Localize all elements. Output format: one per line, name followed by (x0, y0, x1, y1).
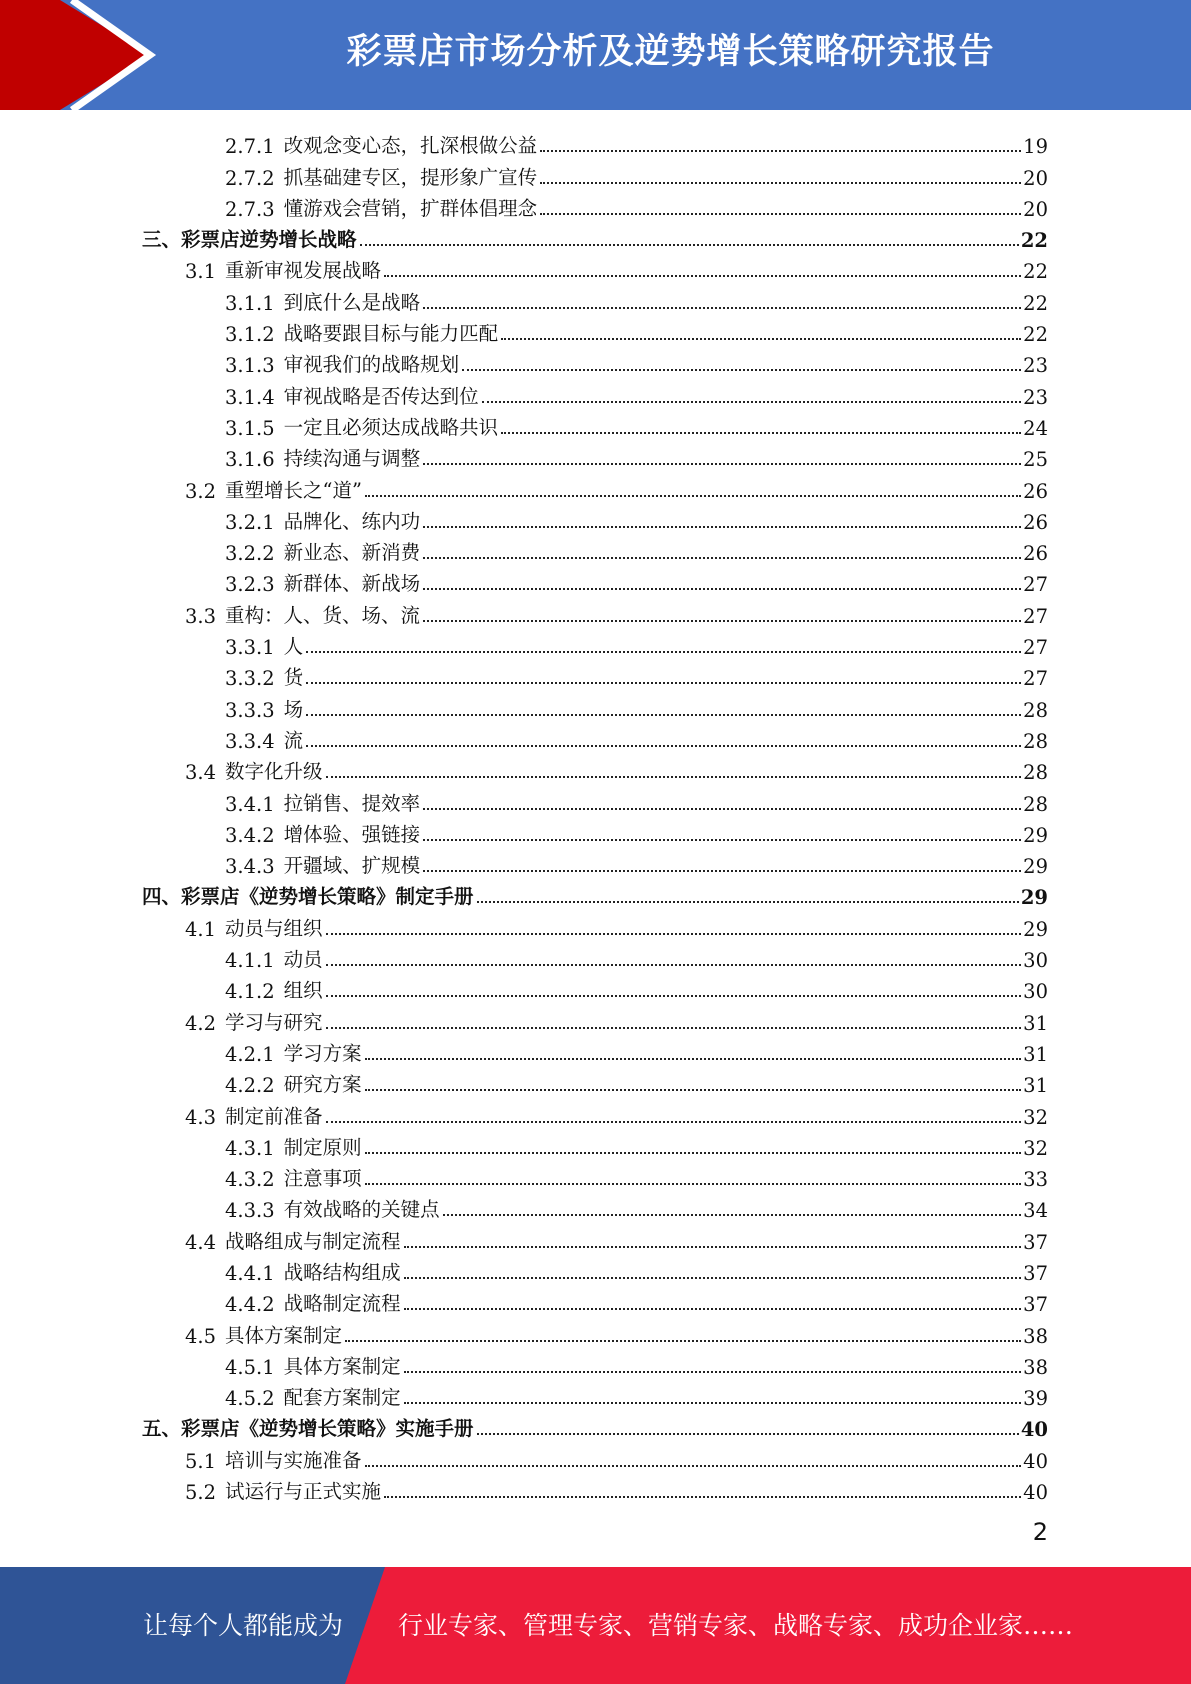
toc-dot-leader (326, 995, 1022, 997)
toc-entry[interactable] (140, 1254, 1048, 1285)
toc-entry-title: 具体方案制定 (225, 1323, 343, 1347)
toc-dot-leader (477, 1433, 1019, 1435)
footer-slogan-right: 行业专家、管理专家、营销专家、战略专家、成功企业家…… (398, 1611, 1074, 1640)
toc-dot-leader (365, 1058, 1022, 1060)
toc-entry-title: 配套方案制定 (283, 1386, 401, 1410)
toc-entry-page: 28 (1023, 729, 1048, 753)
toc-entry-title: 重新审视发展战略 (225, 259, 382, 283)
toc-dot-leader (423, 839, 1021, 841)
toc-entry-title: 研究方案 (283, 1073, 362, 1097)
toc-entry-page: 29 (1020, 886, 1048, 910)
toc-entry[interactable] (140, 753, 1048, 784)
toc-entry-number: 2.7.3 (225, 197, 275, 221)
toc-entry-title: 具体方案制定 (283, 1354, 401, 1378)
toc-dot-leader (423, 463, 1021, 465)
toc-entry-number: 3.1.4 (225, 385, 275, 409)
toc-entry-number: 3.1.2 (225, 323, 275, 347)
toc-entry-number: 4.4 (185, 1230, 217, 1254)
toc-entry-title: 数字化升级 (225, 760, 323, 784)
toc-entry[interactable] (140, 1348, 1048, 1379)
toc-entry[interactable] (140, 252, 1048, 283)
toc-entry[interactable] (140, 346, 1048, 377)
toc-entry-number: 3.1.1 (225, 291, 275, 315)
toc-entry-title: 改观念变心态，扎深根做公益 (283, 134, 538, 158)
toc-entry[interactable] (140, 941, 1048, 972)
toc-entry-title: 试运行与正式实施 (225, 1480, 382, 1504)
toc-dot-leader (501, 432, 1021, 434)
toc-entry[interactable] (140, 1035, 1048, 1066)
toc-entry-number: 3.3.4 (225, 729, 275, 753)
toc-entry-title: 开疆域、扩规模 (283, 854, 421, 878)
toc-entry-title: 抓基础建专区，提形象广宣传 (283, 165, 538, 189)
toc-entry-title: 注意事项 (283, 1167, 362, 1191)
toc-entry-number: 3.3.2 (225, 667, 275, 691)
toc-entry-page: 27 (1023, 636, 1048, 660)
toc-entry-page: 27 (1023, 573, 1048, 597)
toc-entry-page: 40 (1020, 1418, 1048, 1442)
toc-entry-page: 37 (1023, 1261, 1048, 1285)
toc-entry-title: 懂游戏会营销，扩群体倡理念 (283, 196, 538, 220)
toc-entry-title: 流 (283, 728, 304, 752)
toc-entry-page: 29 (1023, 855, 1048, 879)
toc-entry-number: 4.1.1 (225, 949, 275, 973)
toc-entry-number: 3.3.1 (225, 636, 275, 660)
toc-entry-number: 5.1 (185, 1449, 217, 1473)
toc-entry-number: 5.2 (185, 1481, 217, 1505)
toc-dot-leader (423, 620, 1021, 622)
toc-entry-number: 4.5 (185, 1324, 217, 1348)
toc-entry-number: 4.1 (185, 917, 217, 941)
toc-entry-number: 4.4.1 (225, 1261, 275, 1285)
toc-entry[interactable] (140, 1316, 1048, 1347)
toc-entry-number: 3.1.3 (225, 354, 275, 378)
toc-entry-title: 新群体、新战场 (283, 572, 421, 596)
toc-entry-page: 28 (1023, 792, 1048, 816)
toc-entry[interactable] (140, 972, 1048, 1003)
toc-entry-page: 23 (1023, 354, 1048, 378)
page-header (0, 0, 1191, 110)
toc-entry-page: 26 (1023, 542, 1048, 566)
toc-entry-page: 34 (1023, 1199, 1048, 1223)
toc-entry[interactable] (140, 1160, 1048, 1191)
toc-entry-page: 31 (1023, 1074, 1048, 1098)
toc-dot-leader (482, 401, 1022, 403)
toc-dot-leader (306, 714, 1021, 716)
toc-entry[interactable] (140, 659, 1048, 690)
toc-entry[interactable] (140, 1285, 1048, 1316)
report-title: 彩票店市场分析及逆势增长策略研究报告 (346, 32, 995, 72)
toc-entry-number: 3.1.6 (225, 448, 275, 472)
toc-entry-title: 战略要跟目标与能力匹配 (283, 322, 499, 346)
toc-entry-title: 制定原则 (283, 1135, 362, 1159)
toc-entry-number: 4.3.3 (225, 1199, 275, 1223)
toc-entry[interactable] (140, 1473, 1048, 1504)
toc-entry-number: 3.4.1 (225, 792, 275, 816)
toc-entry-title: 拉销售、提效率 (283, 791, 421, 815)
toc-entry-page: 22 (1023, 291, 1048, 315)
toc-entry-page: 26 (1023, 479, 1048, 503)
toc-entry[interactable] (140, 878, 1048, 909)
toc-entry-title: 动员与组织 (225, 916, 323, 940)
toc-entry[interactable] (140, 127, 1048, 158)
toc-entry-number: 4.1.2 (225, 980, 275, 1004)
toc-entry-title: 持续沟通与调整 (283, 447, 421, 471)
toc-entry-title: 重构：人、货、场、流 (225, 603, 421, 627)
toc-entry-title: 战略组成与制定流程 (225, 1229, 401, 1253)
toc-entry-page: 32 (1023, 1105, 1048, 1129)
toc-entry-title: 学习与研究 (225, 1010, 323, 1034)
toc-entry[interactable] (140, 1222, 1048, 1253)
toc-dot-leader (404, 1246, 1022, 1248)
toc-dot-leader (404, 1277, 1022, 1279)
toc-entry-number: 3.2.1 (225, 510, 275, 534)
toc-entry[interactable] (140, 784, 1048, 815)
toc-entry-page: 33 (1023, 1168, 1048, 1192)
toc-entry-page: 40 (1023, 1481, 1048, 1505)
toc-entry[interactable] (140, 471, 1048, 502)
toc-entry-title: 制定前准备 (225, 1104, 323, 1128)
toc-entry[interactable] (140, 377, 1048, 408)
toc-dot-leader (365, 1183, 1022, 1185)
toc-entry[interactable] (140, 565, 1048, 596)
toc-entry-title: 战略结构组成 (283, 1260, 401, 1284)
toc-entry-title: 三、彩票店逆势增长战略 (142, 228, 357, 252)
toc-entry-title: 一定且必须达成战略共识 (283, 415, 499, 439)
toc-entry-page: 27 (1023, 604, 1048, 628)
toc-entry-number: 3.1.5 (225, 416, 275, 440)
toc-entry-page: 38 (1023, 1355, 1048, 1379)
toc-dot-leader (404, 1371, 1022, 1373)
toc-entry-page: 26 (1023, 510, 1048, 534)
toc-dot-leader (540, 213, 1021, 215)
toc-entry-number: 4.3 (185, 1105, 217, 1129)
toc-entry-title: 场 (283, 697, 304, 721)
toc-entry-number: 4.5.2 (225, 1387, 275, 1411)
toc-entry-title: 重塑增长之“道” (225, 478, 362, 502)
toc-entry-number: 4.2.1 (225, 1042, 275, 1066)
toc-entry-number: 3.2.3 (225, 573, 275, 597)
toc-dot-leader (326, 1027, 1022, 1029)
toc-entry-page: 31 (1023, 1011, 1048, 1035)
toc-entry[interactable] (140, 690, 1048, 721)
toc-entry-page: 38 (1023, 1324, 1048, 1348)
toc-entry-page: 31 (1023, 1042, 1048, 1066)
toc-entry-number: 4.5.1 (225, 1355, 275, 1379)
toc-entry-number: 3.4.2 (225, 823, 275, 847)
toc-entry[interactable] (140, 1003, 1048, 1034)
toc-entry[interactable] (140, 503, 1048, 534)
toc-entry[interactable] (140, 190, 1048, 221)
toc-entry[interactable] (140, 1097, 1048, 1128)
toc-dot-leader (326, 933, 1022, 935)
toc-dot-leader (384, 1496, 1021, 1498)
toc-entry-title: 审视我们的战略规划 (283, 353, 460, 377)
toc-entry-page: 30 (1023, 949, 1048, 973)
toc-entry-page: 23 (1023, 385, 1048, 409)
toc-entry[interactable] (140, 409, 1048, 440)
toc-entry-title: 战略制定流程 (283, 1292, 401, 1316)
toc-entry-page: 29 (1023, 917, 1048, 941)
toc-entry[interactable] (140, 847, 1048, 878)
toc-dot-leader (365, 1465, 1022, 1467)
toc-entry-title: 组织 (283, 979, 323, 1003)
toc-entry-page: 37 (1023, 1293, 1048, 1317)
toc-entry-page: 19 (1023, 135, 1048, 159)
toc-dot-leader (423, 526, 1021, 528)
toc-dot-leader (345, 1340, 1021, 1342)
toc-dot-leader (306, 651, 1021, 653)
toc-entry[interactable] (140, 440, 1048, 471)
toc-dot-leader (326, 1121, 1022, 1123)
toc-entry-page: 22 (1023, 260, 1048, 284)
toc-entry[interactable] (140, 1379, 1048, 1410)
toc-entry[interactable] (140, 1441, 1048, 1472)
toc-entry-title: 学习方案 (283, 1041, 362, 1065)
toc-entry[interactable] (140, 158, 1048, 189)
toc-dot-leader (365, 495, 1021, 497)
toc-entry[interactable] (140, 534, 1048, 565)
toc-dot-leader (423, 588, 1021, 590)
toc-entry-page: 25 (1023, 448, 1048, 472)
toc-entry-page: 32 (1023, 1136, 1048, 1160)
toc-entry-title: 品牌化、练内功 (283, 509, 421, 533)
toc-dot-leader (423, 808, 1021, 810)
toc-entry-title: 培训与实施准备 (225, 1448, 362, 1472)
toc-dot-leader (384, 275, 1021, 277)
toc-entry[interactable] (140, 1066, 1048, 1097)
toc-entry-title: 四、彩票店《逆势增长策略》制定手册 (142, 885, 474, 909)
toc-dot-leader (360, 244, 1019, 246)
toc-entry-number: 3.2 (185, 479, 217, 503)
toc-dot-leader (326, 964, 1022, 966)
toc-dot-leader (365, 1089, 1022, 1091)
toc-entry-title: 五、彩票店《逆势增长策略》实施手册 (142, 1417, 474, 1441)
toc-entry-number: 3.4 (185, 761, 217, 785)
toc-entry-number: 2.7.1 (225, 135, 275, 159)
table-of-contents (140, 127, 1048, 1504)
toc-dot-leader (501, 338, 1021, 340)
toc-dot-leader (462, 369, 1021, 371)
toc-dot-leader (423, 870, 1021, 872)
page-footer (0, 1567, 1191, 1684)
toc-entry[interactable] (140, 722, 1048, 753)
toc-dot-leader (306, 745, 1021, 747)
toc-entry-title: 新业态、新消费 (283, 541, 421, 565)
toc-entry-title: 增体验、强链接 (283, 822, 421, 846)
toc-entry-number: 4.2 (185, 1011, 217, 1035)
toc-entry[interactable] (140, 1129, 1048, 1160)
footer-slogan-left: 让每个人都能成为 (143, 1611, 344, 1640)
toc-entry[interactable] (140, 1410, 1048, 1441)
toc-entry-number: 3.1 (185, 260, 217, 284)
toc-entry-page: 29 (1023, 823, 1048, 847)
toc-entry-page: 40 (1023, 1449, 1048, 1473)
toc-entry-number: 4.4.2 (225, 1293, 275, 1317)
toc-entry-page: 30 (1023, 980, 1048, 1004)
toc-entry[interactable] (140, 1191, 1048, 1222)
toc-entry-number: 3.3.3 (225, 698, 275, 722)
toc-entry-page: 37 (1023, 1230, 1048, 1254)
toc-dot-leader (443, 1214, 1022, 1216)
page-number: 2 (1032, 1518, 1048, 1546)
toc-entry-title: 货 (283, 666, 304, 690)
toc-entry-number: 4.2.2 (225, 1074, 275, 1098)
toc-entry-number: 4.3.2 (225, 1168, 275, 1192)
toc-entry-title: 有效战略的关键点 (283, 1198, 440, 1222)
toc-dot-leader (306, 682, 1021, 684)
toc-entry-page: 22 (1023, 323, 1048, 347)
toc-entry-page: 22 (1020, 229, 1048, 253)
toc-entry[interactable] (140, 628, 1048, 659)
toc-entry-number: 4.3.1 (225, 1136, 275, 1160)
toc-entry[interactable] (140, 596, 1048, 627)
toc-entry-page: 20 (1023, 197, 1048, 221)
toc-dot-leader (423, 307, 1021, 309)
toc-entry-number: 2.7.2 (225, 166, 275, 190)
toc-dot-leader (477, 901, 1019, 903)
toc-entry-page: 27 (1023, 667, 1048, 691)
toc-entry-title: 人 (283, 635, 304, 659)
toc-entry[interactable] (140, 816, 1048, 847)
toc-entry[interactable] (140, 315, 1048, 346)
toc-entry-page: 20 (1023, 166, 1048, 190)
toc-entry-number: 3.2.2 (225, 542, 275, 566)
toc-entry-title: 到底什么是战略 (283, 290, 421, 314)
toc-entry[interactable] (140, 909, 1048, 940)
toc-dot-leader (326, 776, 1022, 778)
toc-entry-page: 28 (1023, 761, 1048, 785)
toc-entry-page: 39 (1023, 1387, 1048, 1411)
toc-entry-page: 24 (1023, 416, 1048, 440)
toc-entry-title: 审视战略是否传达到位 (283, 384, 479, 408)
toc-entry-title: 动员 (283, 948, 323, 972)
toc-entry[interactable] (140, 283, 1048, 314)
toc-entry-number: 3.4.3 (225, 855, 275, 879)
toc-entry-number: 3.3 (185, 604, 217, 628)
toc-dot-leader (540, 150, 1021, 152)
toc-dot-leader (423, 557, 1021, 559)
toc-entry-page: 28 (1023, 698, 1048, 722)
toc-dot-leader (540, 182, 1021, 184)
toc-dot-leader (404, 1402, 1022, 1404)
toc-dot-leader (365, 1152, 1022, 1154)
toc-dot-leader (404, 1308, 1022, 1310)
toc-entry[interactable] (140, 221, 1048, 252)
